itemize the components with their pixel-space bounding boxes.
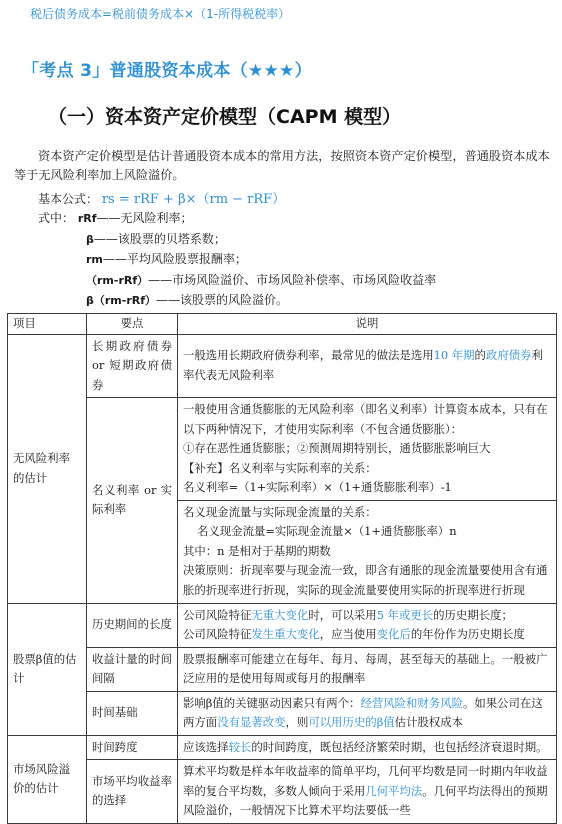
formula-label: 基本公式： — [38, 192, 99, 206]
def-symbol: β（rm-rRf） — [86, 294, 157, 307]
def-line-premium — [86, 272, 436, 289]
desc-text: 决策原则：折现率要与现金流一致，即含有通胀的现金流量要使用含有通胀的折现率进行折现，实际的现金流量要使用实际的折现率进行折现 — [183, 563, 548, 597]
point-return-interval: 收益计量的时间间隔 — [87, 647, 178, 691]
header-description: 说明 — [178, 314, 557, 335]
desc-average-return — [178, 760, 557, 824]
highlight-text: 没有显著改变 — [217, 715, 286, 729]
desc-line — [183, 606, 551, 626]
desc-text: 【补充】名义利率与实际利率的关系： — [183, 460, 377, 475]
desc-text: 利率代表无风险利率 — [183, 348, 543, 382]
desc-text: 的历史期长度； — [433, 607, 513, 622]
def-text: ——该股票的贝塔系数； — [93, 232, 226, 246]
desc-text: 名义利率=（1+实际利率）×（1+通货膨胀利率）-1 — [183, 480, 452, 494]
def-symbol: β — [86, 233, 94, 246]
desc-text: 影响β值的关键驱动因素只有两个： — [183, 695, 361, 710]
group-label-risk-free: 无风险利率的估计 — [8, 334, 87, 603]
desc-time-basis — [178, 691, 557, 735]
point-bond-choice: 长期政府债券 or 短期政府债券 — [87, 334, 178, 398]
table-row — [8, 603, 557, 647]
highlight-text: 发生重大变化 — [251, 627, 320, 641]
desc-text: ①存在恶性通货膨胀；②预测周期特别长，通货膨胀影响巨大 — [183, 441, 491, 455]
intro-paragraph: 资本资产定价模型是估计普通股资本成本的常用方法，按照资本资产定价模型，普通股资本成本等于无风险利率加上风险溢价。 — [14, 149, 550, 182]
desc-text: 估计股权成本 — [394, 715, 464, 729]
def-text: ——市场风险溢价、市场风险补偿率、市场风险收益率 — [148, 273, 437, 287]
point-time-span: 时间跨度 — [87, 735, 178, 760]
header-item: 项目 — [8, 314, 87, 335]
highlight-text: 5 年或更长 — [376, 607, 434, 622]
desc-text: 应该选择 — [183, 739, 229, 754]
desc-line — [183, 625, 551, 645]
table-header-row — [8, 314, 557, 335]
desc-text: 一般使用含通货膨胀的无风险利率（即名义利率）计算资本成本，只有在以下两种情况下，才使用实际利率（不包含通货膨胀）： — [183, 402, 548, 436]
highlight-text: 可以用历史的β值 — [308, 715, 395, 729]
desc-text: 时，可以采用 — [308, 607, 377, 622]
desc-time-span — [178, 735, 557, 760]
key-point-heading: 「考点 3」普通股资本成本（★★★） — [22, 61, 312, 81]
table-row — [8, 735, 557, 760]
desc-text: 其中：n 是相对于基期的期数 — [183, 543, 331, 558]
desc-bond-choice — [178, 334, 557, 398]
desc-text: 公司风险特征 — [183, 627, 252, 641]
desc-text: 的时间跨度，既包括经济繁荣时期，也包括经济衰退时期。 — [251, 739, 548, 754]
def-line-beta — [86, 231, 226, 248]
group-label-market-premium: 市场风险溢价的估计 — [8, 735, 87, 823]
desc-text: 名义现金流量=实际现金流量×（1+通货膨胀率）n — [197, 524, 457, 539]
table-row — [8, 398, 557, 501]
highlight-text: 几何平均法 — [365, 783, 423, 798]
def-symbol: （rm-rRf） — [86, 274, 149, 287]
where-label: 式中： — [38, 211, 75, 225]
desc-text: 一般选用长期政府债券利率，最常见的做法是选用 — [183, 348, 434, 363]
table-row — [8, 334, 557, 398]
desc-text: 。如果公司在这两方面 — [183, 695, 543, 729]
after-tax-cost-formula: 税后债务成本=税前债务成本×（1-所得税税率） — [30, 7, 291, 21]
table-row — [8, 691, 557, 735]
desc-text: 。几何平均法得出的预期风险溢价，一般情况下比算术平均法要低一些 — [183, 783, 548, 817]
desc-history-length — [178, 603, 557, 647]
highlight-text: 10 年期 — [433, 348, 475, 363]
desc-return-interval: 股票报酬率可能建立在每年、每月、每周，甚至每天的基础上。一般被广泛应用的是使用每周或每月的报酬率 — [178, 647, 557, 691]
def-line-rm — [86, 251, 247, 268]
table-row — [8, 647, 557, 691]
desc-text: 名义现金流量与实际现金流量的关系： — [183, 504, 377, 519]
desc-text: ，应当使用 — [319, 627, 377, 641]
highlight-text: 变化后 — [376, 627, 411, 641]
where-line — [38, 210, 193, 227]
capm-formula: rs = rRF + β×（rm − rRF） — [101, 192, 286, 207]
header-point: 要点 — [87, 314, 178, 335]
point-nominal-real: 名义利率 or 实际利率 — [87, 398, 178, 604]
formula-line — [38, 191, 285, 208]
def-symbol: rRf — [77, 212, 97, 225]
desc-text: ，则 — [285, 715, 309, 729]
desc-text: 的年份作为历史期长度 — [410, 627, 525, 641]
def-symbol: rm — [86, 253, 103, 266]
def-line-stock-premium — [86, 292, 288, 309]
def-text: ——无风险利率； — [96, 211, 193, 225]
highlight-text: 经营风险和财务风险 — [360, 695, 463, 710]
desc-text: 的 — [474, 348, 486, 363]
highlight-text: 政府债券 — [485, 348, 532, 363]
table-row — [8, 760, 557, 824]
desc-nominal-real-rate — [178, 398, 557, 501]
capm-estimation-table — [7, 313, 557, 824]
section-title: （一）资本资产定价模型（CAPM 模型） — [48, 106, 402, 128]
group-label-beta: 股票β值的估计 — [8, 603, 87, 735]
def-text: ——平均风险股票报酬率； — [102, 252, 247, 266]
def-text: ——该股票的风险溢价。 — [156, 293, 289, 307]
point-average-return: 市场平均收益率的选择 — [87, 760, 178, 824]
point-time-basis: 时间基础 — [87, 691, 178, 735]
desc-nominal-real-cashflow — [178, 500, 557, 603]
desc-text: 公司风险特征 — [183, 607, 252, 622]
point-history-length: 历史期间的长度 — [87, 603, 178, 647]
highlight-text: 无重大变化 — [251, 607, 309, 622]
highlight-text: 较长 — [228, 739, 252, 754]
desc-text: 算术平均数是样本年收益率的简单平均，几何平均数是同一时期内年收益率的复合平均数，多数人倾向于采用 — [183, 764, 548, 798]
